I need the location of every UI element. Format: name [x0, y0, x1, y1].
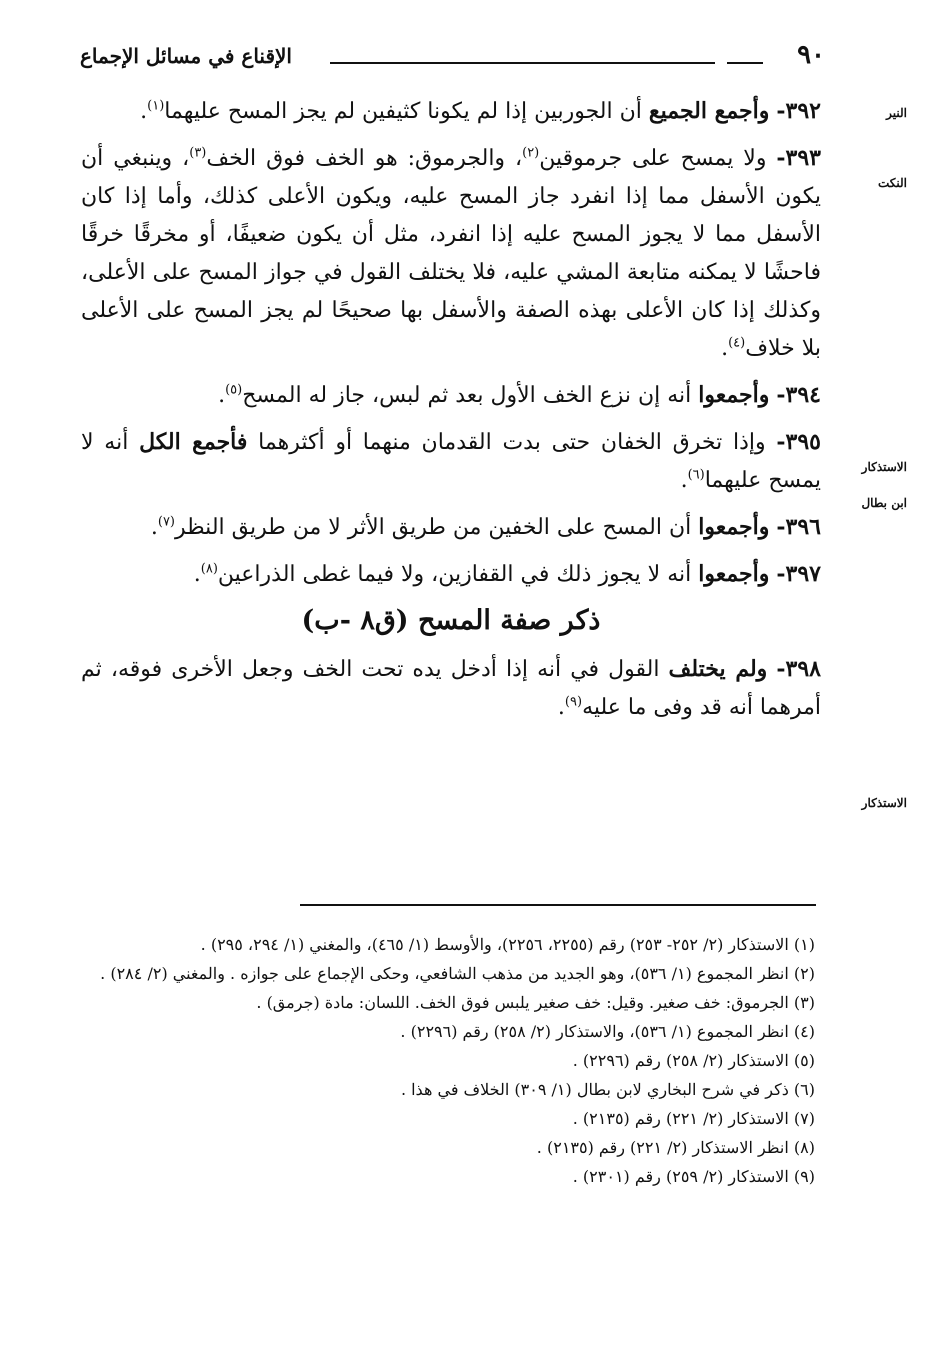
issue-395: ٣٩٥- وإذا تخرق الخفان حتى بدت القدمان منهما أو أكثرهما فأجمع الكل أنه لا يمسح عليهما$^{(٦)}$. [81, 429, 821, 493]
footnote-item: (٨) انظر الاستذكار (٢/ ٢٢١) رقم (٢١٣٥) . [536, 1138, 815, 1157]
footnote-marker[interactable]: (٦) [687, 467, 705, 483]
margin-source-note: الاستذكار [861, 460, 907, 474]
margin-source-note: الاستذكار [861, 796, 907, 810]
page-number: ٩٠ [725, 40, 825, 70]
footnote-marker[interactable]: (٢) [522, 145, 540, 161]
footnote-marker[interactable]: (٩) [564, 694, 583, 710]
footnote-marker[interactable]: (٤) [728, 335, 746, 351]
issue-397: ٣٩٧- وأجمعوا أنه لا يجوز ذلك في القفازين، ولا فيما غطى الذراعين$^{(٨)}$. [193, 561, 821, 587]
footnote-marker[interactable]: (٥) [225, 382, 243, 398]
footnote-item: (٥) الاستذكار (٢/ ٢٥٨) رقم (٢٢٩٦) . [572, 1051, 815, 1070]
footnote-item: (١) الاستذكار (٢/ ٢٥٢- ٢٥٣) رقم (٢٢٥٥، ٢٢٥٦)، والأوسط (١/ ٤٦٥)، والمغني (١/ ٢٩٤، ٢٩٥) . [200, 935, 815, 954]
margin-source-note: النير [886, 106, 907, 120]
footnote-item: (٩) الاستذكار (٢/ ٢٥٩) رقم (٢٣٠١) . [572, 1167, 815, 1186]
issue-392: ٣٩٢- وأجمع الجميع أن الجوربين إذا لم يكونا كثيفين لم يجز المسح عليهما$^{(١)}$. [140, 98, 821, 124]
header-rule [330, 62, 715, 64]
footnote-item: (٣) الجرموق: خف صغير. وقيل: خف صغير يلبس فوق الخف. اللسان: مادة (جرمق) . [256, 993, 815, 1012]
margin-source-note: ابن بطال [861, 496, 907, 510]
running-header [80, 40, 825, 80]
issue-393: ٣٩٣- ولا يمسح على جرموقين$^{(٢)}$، والجرموق: هو الخف فوق الخف$^{(٣)}$، وينبغي أن يكون الأسفل مما إذا انفرد جاز المسح عليه، ويكون الأعلى كذلك، وأما إذا كان الأسفل مما لا يجوز المسح عليه إذا انفرد، مثل أن يكون ضعيفًا، أو مخرقًا خرقًا فاحشًا لا يمكنه متابعة المشي عليه، فلا يختلف القول في جواز المسح على الأعلى، وكذلك إذا كان الأعلى بهذه الصفة والأسفل بها صحيحًا لم يجز المسح على الأعلى بلا خلاف$^{(٤)}$. [81, 145, 822, 361]
footnote-item: (٧) الاستذكار (٢/ ٢٢١) رقم (٢١٣٥) . [572, 1109, 815, 1128]
footnote-marker[interactable]: (١) [147, 98, 165, 114]
footnote-item: (٢) انظر المجموع (١/ ٥٣٦)، وهو الجديد من مذهب الشافعي، وحكى الإجماع على جوازه . والمغني (٢/ ٢٨٤) . [100, 964, 815, 983]
footnote-item: (٤) انظر المجموع (١/ ٥٣٦)، والاستذكار (٢/ ٢٥٨) رقم (٢٢٩٦) . [400, 1022, 815, 1041]
book-title: الإقناع في مسائل الإجماع [80, 44, 292, 68]
margin-source-note: النكت [877, 176, 907, 190]
footnote-marker[interactable]: (٨) [200, 561, 218, 577]
main-text [81, 92, 821, 735]
footnote-marker[interactable]: (٧) [157, 514, 175, 530]
footnote-item: (٦) ذكر في شرح البخاري لابن بطال (١/ ٣٠٩) الخلاف في هذا . [400, 1080, 815, 1099]
section-heading: ذكر صفة المسح (ق٨ -ب) [301, 605, 601, 636]
footnote-marker[interactable]: (٣) [189, 145, 207, 161]
footnote-separator [300, 904, 816, 906]
issue-398: ٣٩٨- ولم يختلف القول في أنه إذا أدخل يده تحت الخف وجعل الأخرى فوقه، ثم أمرهما أنه قد وفى ما عليه$^{(٩)}$. [81, 656, 821, 720]
issue-396: ٣٩٦- وأجمعوا أن المسح على الخفين من طريق الأثر لا من طريق النظر$^{(٧)}$. [150, 514, 821, 540]
issue-394: ٣٩٤- وأجمعوا أنه إن نزع الخف الأول بعد ثم لبس، جاز له المسح$^{(٥)}$. [218, 382, 821, 408]
footnotes [75, 930, 815, 1191]
